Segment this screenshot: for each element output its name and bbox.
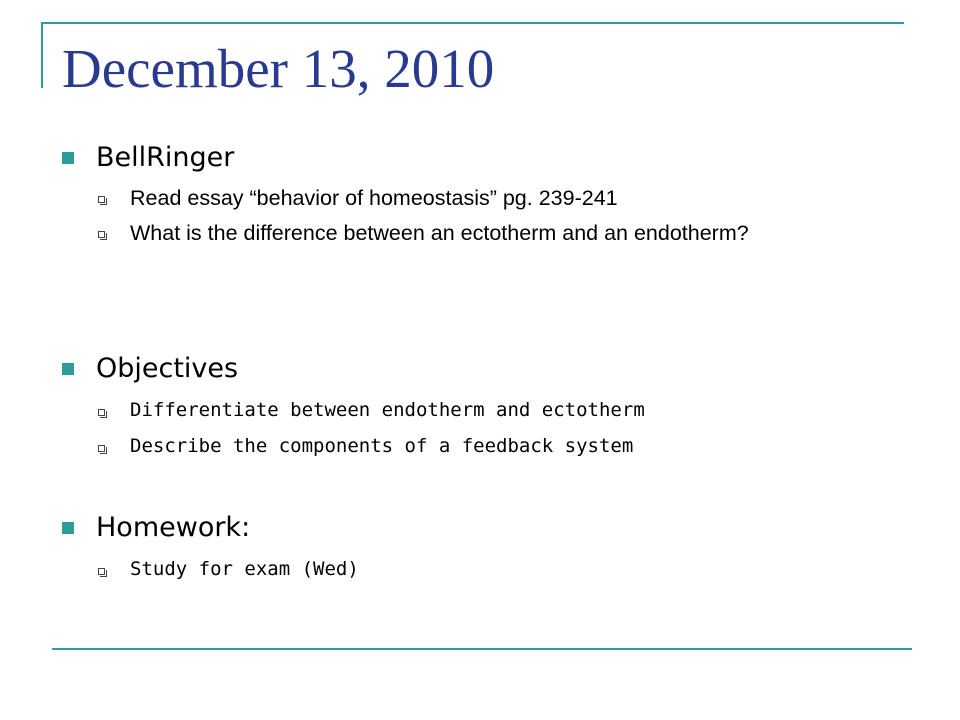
bottom-rule [52, 648, 912, 650]
checkbox-bullet-icon [98, 231, 105, 238]
section-objectives [62, 347, 900, 469]
list-item [62, 433, 900, 459]
slide-title: December 13, 2010 [62, 38, 495, 99]
list-item [62, 221, 900, 246]
checkbox-bullet-icon [98, 409, 105, 416]
checkbox-bullet-icon [98, 196, 105, 203]
list-item [62, 556, 900, 582]
sub-list [62, 397, 900, 459]
square-bullet-icon [62, 522, 74, 534]
top-rule [41, 22, 904, 24]
list-item-text: What is the difference between an ectotherm and an endotherm? [130, 221, 749, 245]
section-heading: Objectives [96, 353, 239, 384]
section-heading-row [62, 136, 900, 180]
list-item [62, 186, 900, 211]
list-item [62, 397, 900, 423]
list-item-text: Differentiate between endotherm and ectotherm [130, 399, 645, 421]
section-heading: BellRinger [96, 142, 235, 173]
list-item-text: Study for exam (Wed) [130, 558, 359, 580]
left-rule [41, 22, 43, 88]
list-item-text: Describe the components of a feedback system [130, 435, 634, 457]
section-homework [62, 506, 900, 592]
section-bellringer [62, 136, 900, 256]
section-heading-row [62, 347, 900, 391]
sub-list [62, 556, 900, 582]
sub-list [62, 186, 900, 246]
section-heading-row [62, 506, 900, 550]
list-item-text: Read essay “behavior of homeostasis” pg. 239-241 [130, 186, 618, 210]
checkbox-bullet-icon [98, 445, 105, 452]
square-bullet-icon [62, 152, 74, 164]
section-heading: Homework: [96, 512, 251, 543]
square-bullet-icon [62, 363, 74, 375]
checkbox-bullet-icon [98, 568, 105, 575]
